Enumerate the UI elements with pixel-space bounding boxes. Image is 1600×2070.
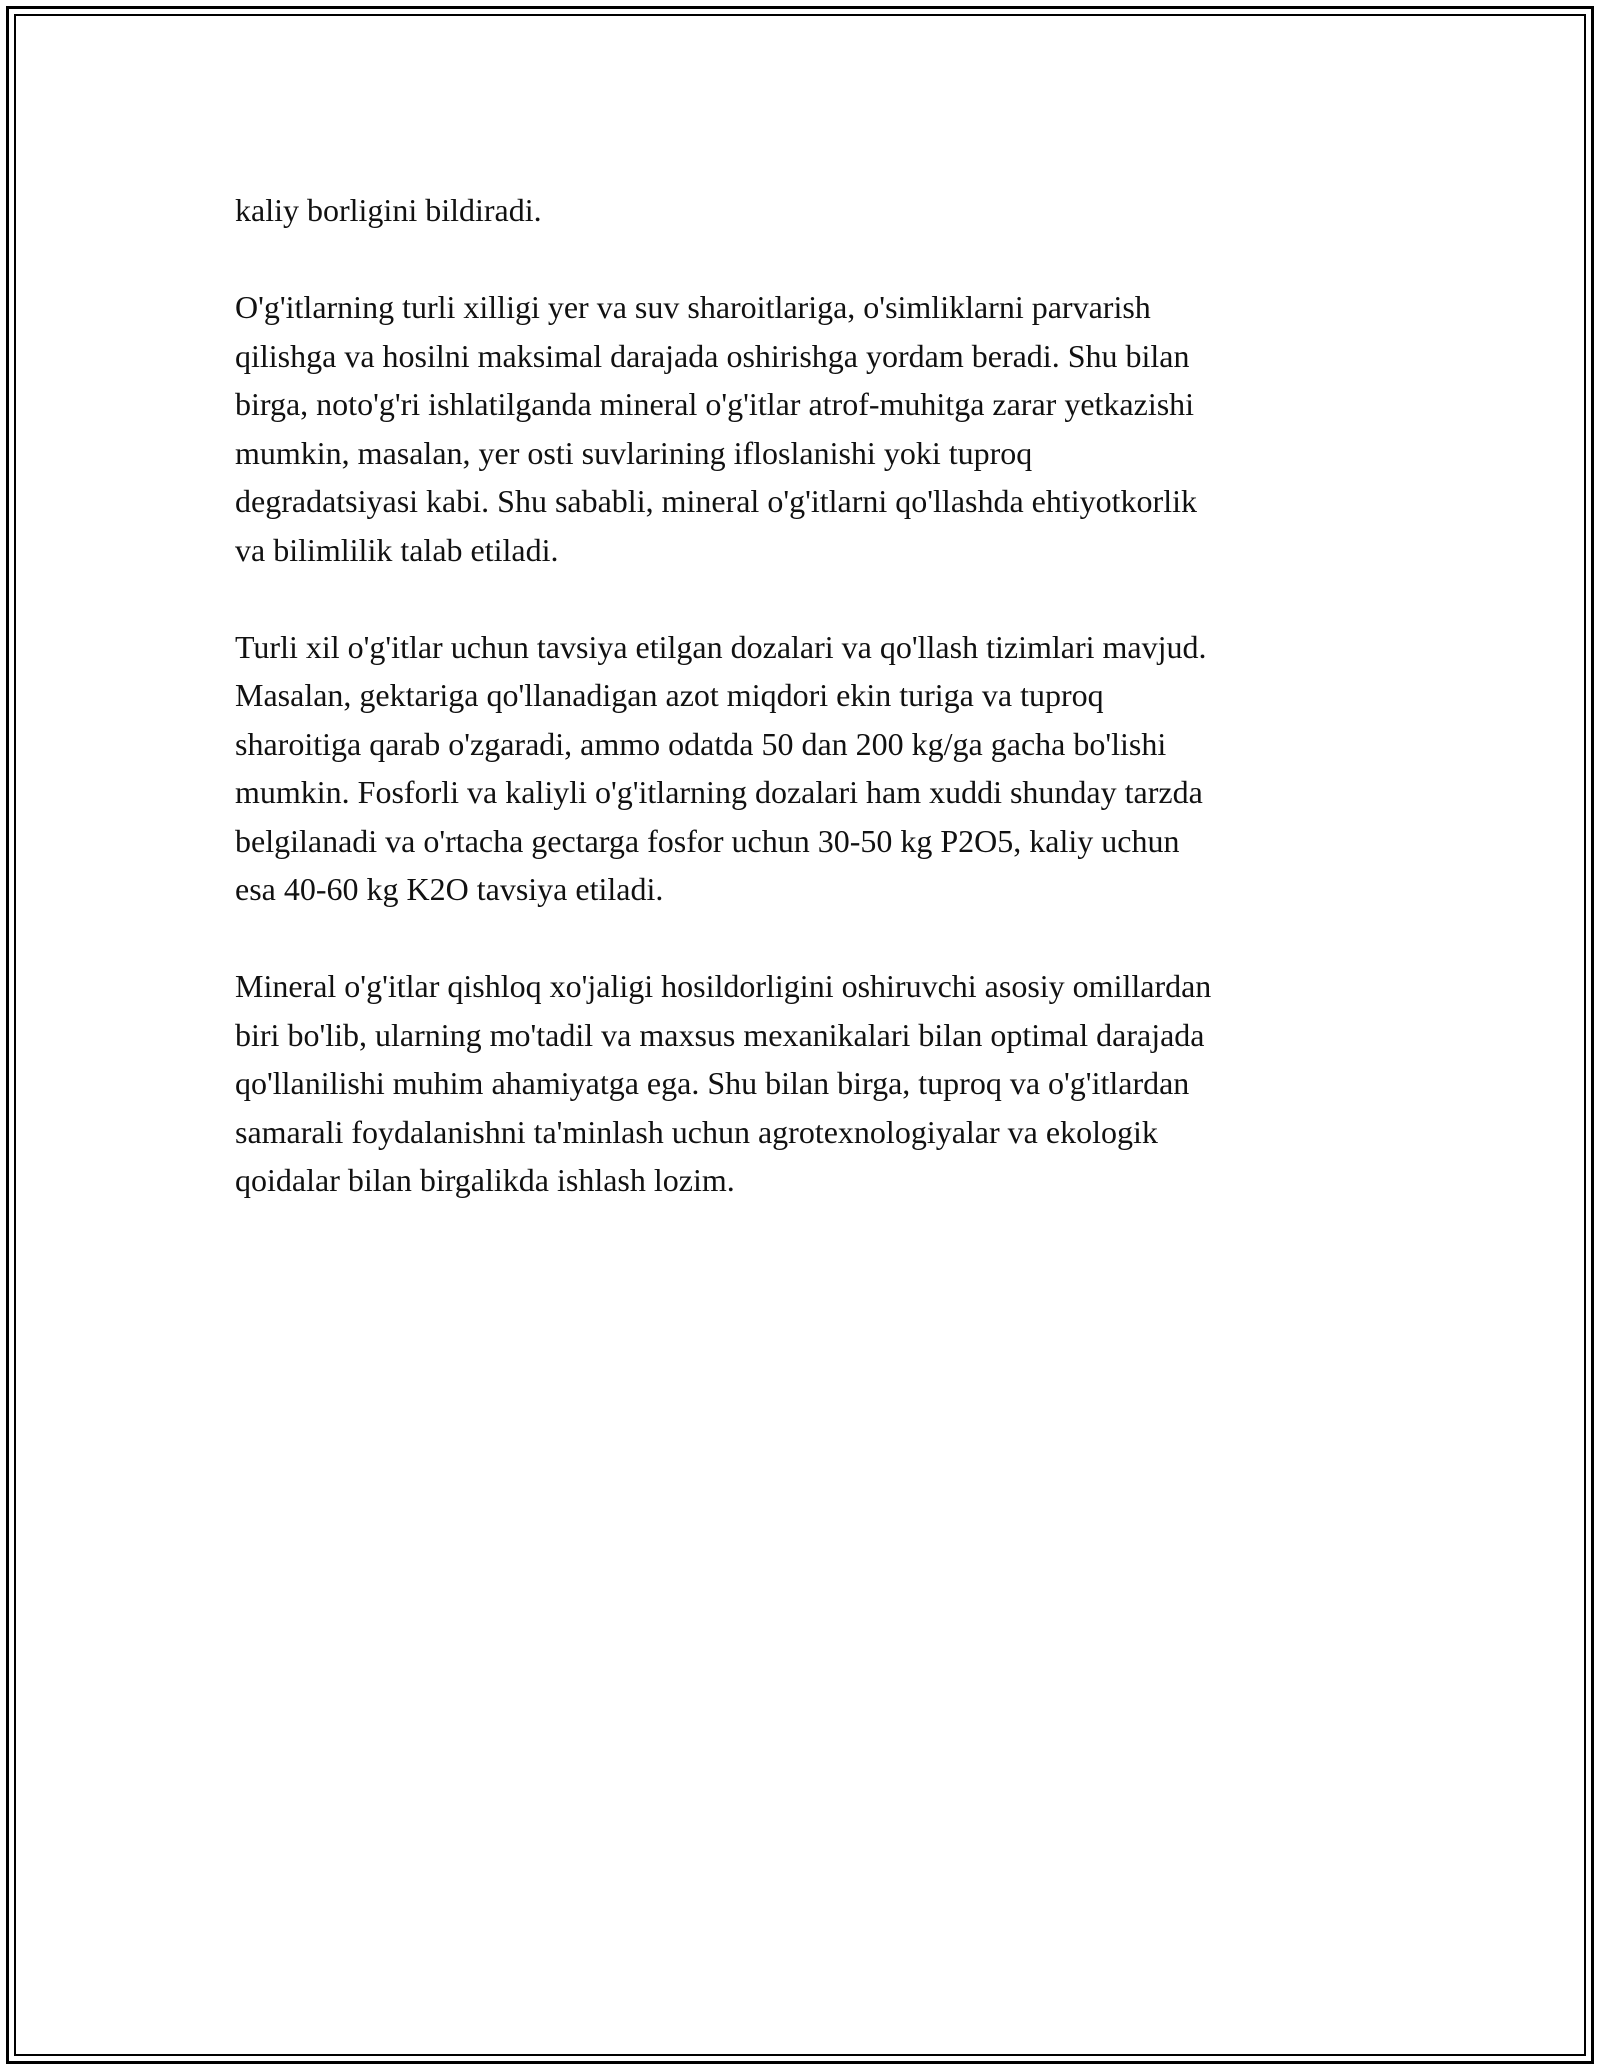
text-line: kaliy borligini bildiradi. xyxy=(235,192,542,228)
text-line: degradatsiyasi kabi. Shu sababli, mineral o'g'itlarni qo'llashda ehtiyotkorlik xyxy=(235,483,1197,519)
paragraph-2 xyxy=(235,283,1375,574)
text-line: mumkin, masalan, yer osti suvlarining ifloslanishi yoki tuproq xyxy=(235,434,1033,471)
text-line: qilishga va hosilni maksimal darajada oshirishga yordam beradi. Shu bilan xyxy=(235,337,1190,374)
text-line: samarali foydalanishni ta'minlash uchun agrotexnologiyalar va ekologik xyxy=(235,1113,1158,1150)
text-line: qo'llanilishi muhim ahamiyatga ega. Shu bilan birga, tuproq va o'g'itlardan xyxy=(235,1065,1190,1101)
text-line: belgilanadi va o'rtacha gectarga fosfor uchun 30-50 kg P2O5, kaliy uchun xyxy=(235,822,1180,859)
paragraph-3 xyxy=(235,623,1375,914)
text-line: O'g'itlarning turli xilligi yer va suv sharoitlariga, o'simliklarni parvarish xyxy=(235,289,1151,325)
text-line: esa 40-60 kg K2O tavsiya etiladi. xyxy=(235,871,664,907)
text-line: mumkin. Fosforli va kaliyli o'g'itlarning dozalari ham xuddi shunday tarzda xyxy=(235,774,1203,810)
text-line: va bilimlilik talab etiladi. xyxy=(235,531,559,568)
text-line: Turli xil o'g'itlar uchun tavsiya etilgan dozalari va qo'llash tizimlari mavjud. xyxy=(235,628,1207,665)
text-line: Mineral o'g'itlar qishloq xo'jaligi hosildorligini oshiruvchi asosiy omillardan xyxy=(235,968,1212,1004)
text-line: qoidalar bilan birgalikda ishlash lozim. xyxy=(235,1162,735,1198)
text-line: birga, noto'g'ri ishlatilganda mineral o'g'itlar atrof-muhitga zarar yetkazishi xyxy=(235,386,1195,422)
document-body xyxy=(235,186,1375,1253)
paragraph-1 xyxy=(235,186,1375,235)
paragraph-4 xyxy=(235,962,1375,1205)
text-line: Masalan, gektariga qo'llanadigan azot miqdori ekin turiga va tuproq xyxy=(235,677,1104,713)
text-line: sharoitiga qarab o'zgaradi, ammo odatda 50 dan 200 kg/ga gacha bo'lishi xyxy=(235,725,1167,762)
text-line: biri bo'lib, ularning mo'tadil va maxsus mexanikalari bilan optimal darajada xyxy=(235,1016,1205,1053)
